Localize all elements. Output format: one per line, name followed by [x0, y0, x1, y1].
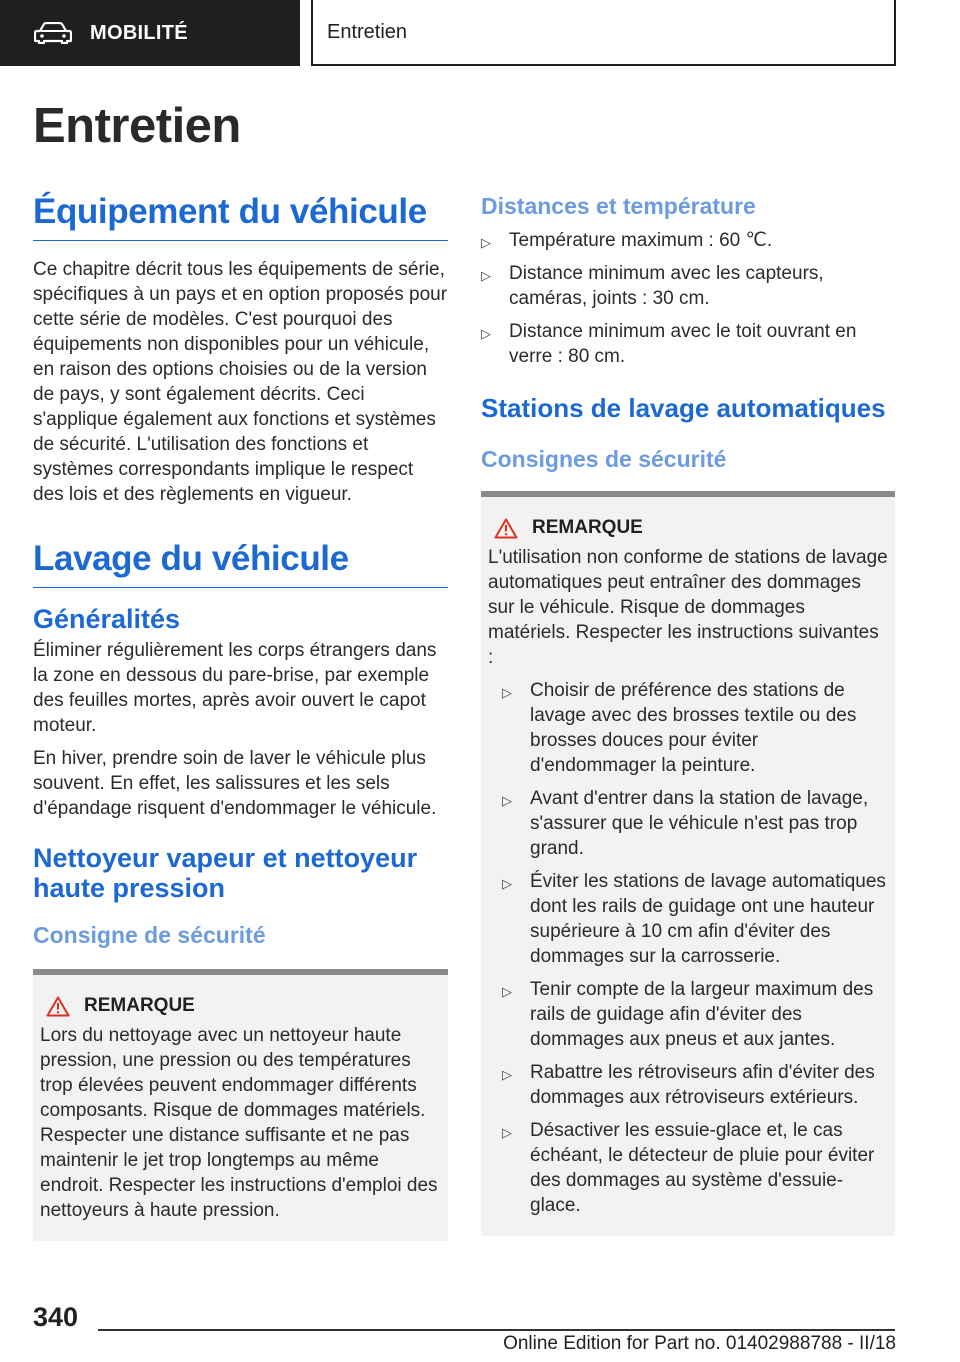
triangle-bullet-icon: ▷ [481, 235, 491, 250]
page-number: 340 [33, 1302, 79, 1332]
warning-box [33, 969, 448, 1241]
triangle-bullet-icon: ▷ [502, 1125, 512, 1140]
warning-list [502, 678, 888, 1218]
warning-header [494, 517, 888, 539]
right-column [481, 192, 895, 1236]
list-item: ▷ Choisir de préférence des stations de lavage avec des brosses textile ou des brosses douces pour éviter d'endommager la peinture. [502, 680, 857, 776]
general-text-1: Éliminer régulièrement les corps étrangers dans la zone en dessous du pare-brise, par exemple des feuilles mortes, après avoir ouvert le capot moteur. [33, 640, 437, 736]
steam-cleaner-heading: Nettoyeur vapeur et nettoyeur haute pression [33, 843, 418, 903]
left-column [33, 190, 448, 1241]
distances-heading: Distances et température [481, 193, 756, 219]
warning-icon [494, 518, 518, 539]
list-item: ▷ Éviter les stations de lavage automatiques dont les rails de guidage ont une hauteur supérieure à 10 cm afin d'éviter des dommages sur la carrosserie. [502, 871, 886, 967]
section-label: MOBILITÉ [90, 21, 188, 44]
safety-instructions-heading: Consignes de sécurité [481, 446, 727, 472]
chapter-tab[interactable] [311, 0, 896, 66]
stations-heading: Stations de lavage automatiques [481, 393, 886, 423]
triangle-bullet-icon: ▷ [502, 1067, 512, 1082]
list-item: ▷ Rabattre les rétroviseurs afin d'éviter des dommages aux rétroviseurs extérieurs. [502, 1062, 875, 1108]
triangle-bullet-icon: ▷ [502, 685, 512, 700]
list-item: ▷ Distance minimum avec le toit ouvrant en verre : 80 cm. [481, 321, 857, 367]
triangle-bullet-icon: ▷ [502, 876, 512, 891]
triangle-bullet-icon: ▷ [481, 268, 491, 283]
safety-heading: Consigne de sécurité [33, 922, 266, 948]
list-item: ▷ Température maximum : 60 ℃. [481, 228, 895, 253]
warning-title: REMARQUE [532, 517, 643, 538]
warning-box [481, 491, 895, 1236]
list-item: ▷ Distance minimum avec les capteurs, caméras, joints : 30 cm. [481, 263, 824, 309]
distances-list [481, 228, 895, 369]
general-text-2: En hiver, prendre soin de laver le véhicule plus souvent. En effet, les salissures et les sels d'épandage risquent d'endommager le véhicule. [33, 748, 437, 819]
triangle-bullet-icon: ▷ [502, 793, 512, 808]
page-header [0, 0, 960, 66]
washing-heading: Lavage du véhicule [33, 537, 448, 588]
triangle-bullet-icon: ▷ [481, 326, 491, 341]
triangle-bullet-icon: ▷ [502, 984, 512, 999]
footer-divider [98, 1329, 895, 1331]
car-icon [34, 22, 72, 44]
list-item: ▷ Avant d'entrer dans la station de lavage, s'assurer que le véhicule n'est pas trop grand. [502, 788, 869, 859]
equipment-text: Ce chapitre décrit tous les équipements de série, spécifiques à un pays et en option proposés pour cette série de modèles. C'est pourquoi des équipements non disponibles pour un véhicule, en raison des options choisies ou de la version de pays, y sont également décrits. Ceci s'applique également aux fonctions et systèmes de sécurité. L'utilisation des fonctions et systèmes correspondants implique le respect des lois et des règlements en vigueur. [33, 259, 448, 505]
warning-icon [46, 996, 70, 1017]
equipment-heading: Équipement du véhicule [33, 190, 448, 241]
page-title: Entretien [33, 99, 241, 153]
warning-title: REMARQUE [84, 995, 195, 1016]
warning-header [46, 995, 441, 1017]
chapter-label: Entretien [327, 20, 408, 43]
general-heading: Généralités [33, 604, 181, 634]
edition-text: Online Edition for Part no. 01402988788 - II/18 [503, 1333, 896, 1354]
section-tab[interactable] [0, 0, 300, 66]
warning-text: Lors du nettoyage avec un nettoyeur haute pression, une pression ou des températures trop élevées peuvent endommager différents composants. Risque de dommages matériels. Respecter une distance suffisante et ne pas maintenir le jet trop longtemps au même endroit. Respecter les instructions d'emploi des nettoyeurs à haute pression. [40, 1025, 438, 1221]
list-item: ▷ Tenir compte de la largeur maximum des rails de guidage afin d'éviter des dommages aux pneus et aux jantes. [502, 979, 874, 1050]
list-item: ▷ Désactiver les essuie-glace et, le cas échéant, le détecteur de pluie pour éviter des dommages au système d'essuie-glace. [502, 1120, 875, 1216]
warning-text: L'utilisation non conforme de stations de lavage automatiques peut entraîner des dommages sur le véhicule. Risque de dommages matériels. Respecter les instructions suivantes : [488, 547, 888, 668]
